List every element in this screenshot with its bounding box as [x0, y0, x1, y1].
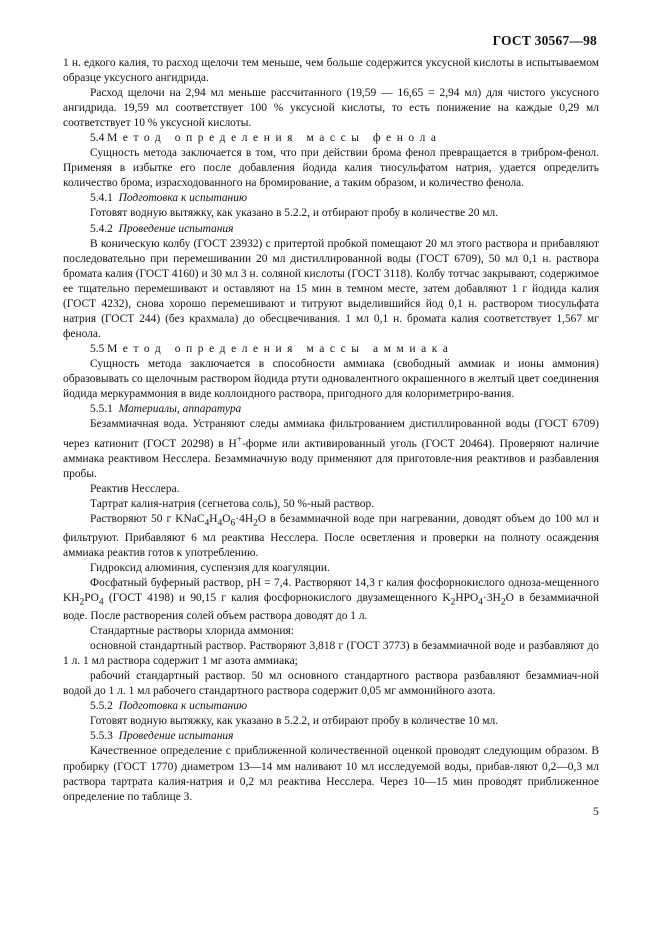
subsection-heading-5-5-3 [63, 729, 599, 744]
paragraph-ammonia-preparation: Готовят водную вытяжку, как указано в 5.2.2, и отбирают пробу в количестве 10 мл. [90, 715, 499, 728]
subsection-heading-5-5-1 [63, 402, 599, 417]
section-heading-5-4 [63, 131, 599, 146]
section-title: Метод определения массы аммиака [107, 342, 454, 355]
paragraph-standard-solutions: Стандартные растворы хлорида аммония: [90, 625, 294, 638]
section-number: 5.5 [90, 342, 105, 355]
paragraph-ammonia-procedure: Качественное определение с приближенной количественной оценкой проводят следующим образом. В пробирку (ГОСТ 1770) диаметром 13—14 мм наливают 10 мл исследуемой воды, прибав-ляют 0,2—0,3 мл раствора тартрата калия-натрия и 0,2 мл реактива Несслера. Через 10—15 мин проводят приближенное определение по таблице 3. [63, 745, 599, 803]
subsection-title: Материалы, аппаратура [118, 403, 242, 416]
subsection-number: 5.5.1 [90, 403, 113, 416]
paragraph-tartrate-preparation: Растворяют 50 г $KNaC_4H_4O_6\cdot 4H_2O$ в безаммиачной воде при нагревании, доводят объем до 100 мл и фильтруют. Прибавляют 6 мл реактива Несслера. После осветления и проверки на полноту осаждения аммиака реактив готов к употреблению. [63, 513, 600, 559]
paragraph-continuation: 1 н. едкого калия, то расход щелочи тем меньше, чем больше содержится уксусной кислоты в испытываемом образце уксусного ангидрида. [63, 57, 599, 85]
section-number: 5.4 [90, 132, 105, 145]
paragraph-phenol-method: Сущность метода заключается в том, что при действии брома фенол превращается в трибром-фенол. Применяя в избытке его после добавления йодида калия тиосульфатом натрия, удается определить количество брома, израсходованного на бромирование, а таким образом, и количество фенола. [63, 147, 599, 190]
document-header: ГОСТ 30567—98 [492, 33, 597, 48]
paragraph-alkali-consumption: Расход щелочи на 2,94 мл меньше рассчитанного (19,59 — 16,65 = 2,94 мл) для чистого уксусного ангидрида. 19,59 мл соответствует 100 % уксусной кислоты, то есть понижение на каждые 0,29 мл соответствует 10 % уксусной кислоты. [63, 87, 599, 130]
subsection-title: Подготовка к испытанию [118, 192, 248, 205]
paragraph-phenol-preparation: Готовят водную вытяжку, как указано в 5.2.2, и отбирают пробу в количестве 20 мл. [90, 207, 499, 220]
paragraph-tartrate: Тартрат калия-натрия (сегнетова соль), 50 %-ный раствор. [90, 498, 375, 511]
paragraph-working-standard-solution: рабочий стандартный раствор. 50 мл основного стандартного раствора разбавляют безаммиач-ной водой до 1 л. 1 мл рабочего стандартного раствора содержит 0,05 мг аммонийного азота. [63, 670, 599, 698]
paragraph-phosphate-buffer: Фосфатный буферный раствор, pH = 7,4. Растворяют 14,3 г калия фосфорнокислого одноза-мещенного $KH_2PO_4$ (ГОСТ 4198) и 90,15 г калия фосфорнокислого двузамещенного $K_2HPO_4\cdot 3H_2O$ в безаммиачной воде. После растворения солей объем раствора доводят до 1 л. [63, 576, 599, 623]
subsection-heading-5-4-2 [63, 222, 599, 237]
section-title: Метод определения массы фенола [107, 132, 442, 145]
section-heading-5-5 [63, 342, 599, 357]
subsection-number: 5.5.2 [90, 700, 113, 713]
paragraph-nessler-reagent: Реактив Несслера. [90, 483, 180, 496]
paragraph-ammonia-free-water: Безаммиачная вода. Устраняют следы аммиака фильтрованием дистиллированной воды (ГОСТ 6709) через катионит (ГОСТ 20298) в H+-форме или активированный уголь (ГОСТ 20464). Проверяют наличие аммиака реактивом Несслера. Безаммиачную воду применяют для приготовле-ния реактивов и разбавления пробы. [63, 418, 599, 481]
subsection-heading-5-4-1 [63, 191, 599, 206]
paragraph-phenol-procedure: В коническую колбу (ГОСТ 23932) с притертой пробкой помещают 20 мл этого раствора и прибавляют последовательно при перемешивании 20 мл дистиллированной воды (ГОСТ 6709), 50 мл 0,1 н. раствора бромата калия (ГОСТ 4160) и 30 мл 3 н. соляной кислоты (ГОСТ 3118). Колбу тотчас закрывают, содержимое ее тщательно перемешивают и оставляют на 15 мин в темном месте, затем добавляют 1 г йодида калия (ГОСТ 4232), снова хорошо перемешивают и титруют выделившийся йод 0,1 н. раствором тиосульфата натрия (ГОСТ 244) (без крахмала) до обесцвечивания. 1 мл 0,1 н. бромата калия соответствует 1,567 мг фенола. [63, 237, 599, 340]
document-body [63, 56, 599, 805]
subsection-number: 5.4.2 [90, 222, 113, 235]
page-number: 5 [593, 806, 599, 818]
subsection-title: Проведение испытания [118, 222, 234, 235]
subsection-number: 5.4.1 [90, 192, 113, 205]
subsection-title: Проведение испытания [118, 730, 234, 743]
paragraph-main-standard-solution: основной стандартный раствор. Растворяют 3,818 г (ГОСТ 3773) в безаммиачной воде и разбавляют до 1 л. 1 мл раствора содержит 1 мг азота аммиака; [63, 640, 599, 668]
paragraph-aluminium-hydroxide: Гидроксид алюминия, суспензия для коагуляции. [90, 561, 330, 574]
subsection-title: Подготовка к испытанию [118, 700, 248, 713]
subsection-number: 5.5.3 [90, 730, 113, 743]
subsection-heading-5-5-2 [63, 699, 599, 714]
paragraph-ammonia-method: Сущность метода заключается в способности аммиака (свободный аммиак и ионы аммония) образовывать со щелочным раствором йодида ртути одновалентного окрашенного в желтый цвет соединения йодида меркураммония в виде коллоидного раствора, пригодного для колориметриро-вания. [63, 357, 599, 401]
